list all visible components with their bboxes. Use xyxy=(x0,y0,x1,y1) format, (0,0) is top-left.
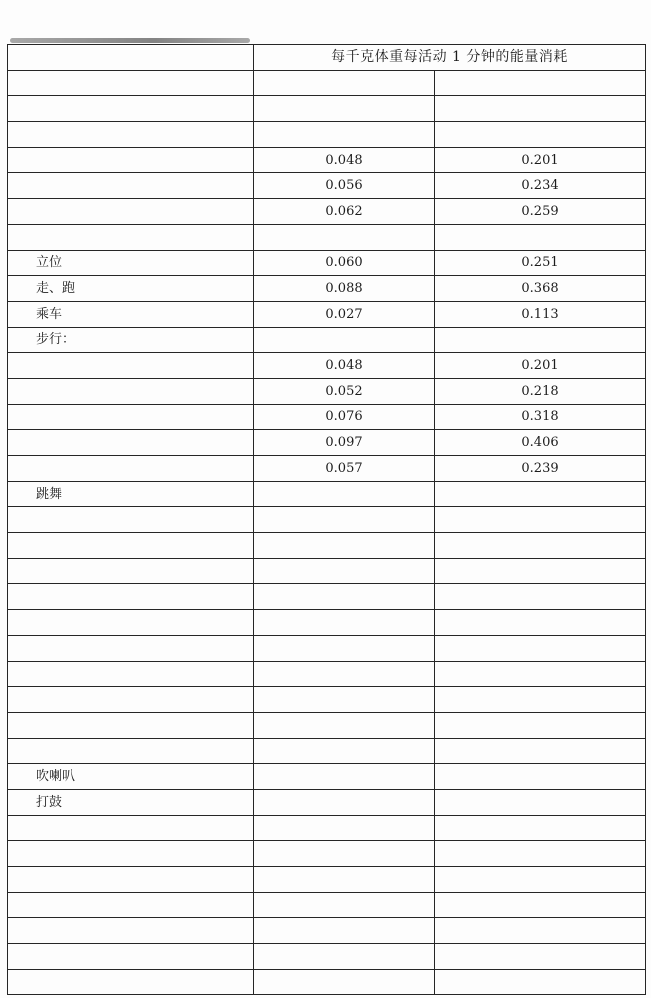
table-row xyxy=(8,70,646,96)
energy-value-1 xyxy=(254,635,435,661)
energy-value-1: 0.048 xyxy=(254,353,435,379)
energy-value-2 xyxy=(435,481,646,507)
table-row xyxy=(8,738,646,764)
table-row xyxy=(8,661,646,687)
header-blank-cell xyxy=(8,45,254,71)
activity-label xyxy=(8,224,254,250)
energy-value-1 xyxy=(254,969,435,995)
energy-value-1 xyxy=(254,789,435,815)
energy-value-1 xyxy=(254,687,435,713)
energy-value-1: 0.057 xyxy=(254,456,435,482)
table-row xyxy=(8,224,646,250)
table-row xyxy=(8,378,646,404)
activity-label xyxy=(8,635,254,661)
energy-table xyxy=(7,44,646,995)
energy-value-2 xyxy=(435,841,646,867)
activity-label: 立位 xyxy=(8,250,254,276)
energy-value-2: 0.406 xyxy=(435,430,646,456)
activity-label xyxy=(8,712,254,738)
table-row xyxy=(8,687,646,713)
activity-label xyxy=(8,584,254,610)
table-header: 每千克体重每活动 1 分钟的能量消耗 xyxy=(254,45,646,71)
energy-value-2 xyxy=(435,815,646,841)
activity-label xyxy=(8,738,254,764)
energy-value-2 xyxy=(435,584,646,610)
energy-value-1 xyxy=(254,892,435,918)
energy-value-2 xyxy=(435,687,646,713)
table-row xyxy=(8,892,646,918)
activity-label: 跳舞 xyxy=(8,481,254,507)
activity-label xyxy=(8,661,254,687)
activity-label xyxy=(8,687,254,713)
energy-value-2: 0.201 xyxy=(435,147,646,173)
energy-value-1 xyxy=(254,327,435,353)
activity-label: 乘车 xyxy=(8,301,254,327)
energy-value-1 xyxy=(254,841,435,867)
energy-value-1 xyxy=(254,944,435,970)
table-row xyxy=(8,533,646,559)
energy-value-2: 0.234 xyxy=(435,173,646,199)
energy-value-2 xyxy=(435,327,646,353)
table-row xyxy=(8,301,646,327)
energy-value-1: 0.097 xyxy=(254,430,435,456)
table-row xyxy=(8,584,646,610)
energy-value-1: 0.076 xyxy=(254,404,435,430)
activity-label xyxy=(8,918,254,944)
activity-label: 步行： xyxy=(8,327,254,353)
table-row xyxy=(8,867,646,893)
energy-value-2: 0.239 xyxy=(435,456,646,482)
activity-label xyxy=(8,610,254,636)
table-header-row xyxy=(8,45,646,71)
activity-label xyxy=(8,96,254,122)
table-body xyxy=(8,70,646,995)
energy-value-2 xyxy=(435,918,646,944)
activity-label xyxy=(8,122,254,148)
energy-value-1: 0.056 xyxy=(254,173,435,199)
table-row xyxy=(8,712,646,738)
energy-value-1 xyxy=(254,558,435,584)
energy-value-2 xyxy=(435,558,646,584)
table-row xyxy=(8,635,646,661)
energy-value-1 xyxy=(254,661,435,687)
activity-label xyxy=(8,841,254,867)
energy-value-2: 0.251 xyxy=(435,250,646,276)
energy-value-1 xyxy=(254,610,435,636)
energy-value-2 xyxy=(435,892,646,918)
table-row xyxy=(8,353,646,379)
table-row xyxy=(8,815,646,841)
energy-value-1 xyxy=(254,96,435,122)
energy-value-1 xyxy=(254,764,435,790)
energy-value-1 xyxy=(254,867,435,893)
activity-label xyxy=(8,147,254,173)
energy-value-1 xyxy=(254,738,435,764)
energy-value-2: 0.201 xyxy=(435,353,646,379)
energy-value-1 xyxy=(254,507,435,533)
energy-value-2 xyxy=(435,507,646,533)
energy-value-1: 0.060 xyxy=(254,250,435,276)
table-row xyxy=(8,918,646,944)
activity-label xyxy=(8,507,254,533)
table-row xyxy=(8,250,646,276)
energy-value-2 xyxy=(435,789,646,815)
activity-label xyxy=(8,969,254,995)
scan-smudge xyxy=(10,38,250,43)
table-row xyxy=(8,507,646,533)
energy-value-1: 0.088 xyxy=(254,276,435,302)
activity-label xyxy=(8,70,254,96)
table-row xyxy=(8,404,646,430)
energy-value-2 xyxy=(435,738,646,764)
energy-value-2: 0.368 xyxy=(435,276,646,302)
table-row xyxy=(8,199,646,225)
energy-value-2 xyxy=(435,70,646,96)
activity-label xyxy=(8,892,254,918)
energy-value-2 xyxy=(435,122,646,148)
energy-value-2: 0.113 xyxy=(435,301,646,327)
energy-value-2 xyxy=(435,533,646,559)
activity-label xyxy=(8,456,254,482)
activity-label xyxy=(8,867,254,893)
activity-label xyxy=(8,404,254,430)
energy-value-2: 0.259 xyxy=(435,199,646,225)
table-row xyxy=(8,764,646,790)
activity-label: 走、跑 xyxy=(8,276,254,302)
activity-label xyxy=(8,815,254,841)
activity-label: 打鼓 xyxy=(8,789,254,815)
activity-label xyxy=(8,199,254,225)
table-row xyxy=(8,481,646,507)
table-row xyxy=(8,944,646,970)
energy-value-2 xyxy=(435,867,646,893)
energy-value-1 xyxy=(254,712,435,738)
energy-value-2 xyxy=(435,712,646,738)
energy-value-2 xyxy=(435,96,646,122)
activity-label xyxy=(8,558,254,584)
energy-value-1 xyxy=(254,70,435,96)
energy-value-1 xyxy=(254,815,435,841)
table-row xyxy=(8,969,646,995)
energy-value-2 xyxy=(435,969,646,995)
table-row xyxy=(8,276,646,302)
energy-value-2 xyxy=(435,944,646,970)
energy-value-2 xyxy=(435,224,646,250)
table-row xyxy=(8,789,646,815)
energy-value-2: 0.218 xyxy=(435,378,646,404)
energy-value-2: 0.318 xyxy=(435,404,646,430)
activity-label xyxy=(8,944,254,970)
table-row xyxy=(8,122,646,148)
energy-value-2 xyxy=(435,764,646,790)
energy-value-1: 0.027 xyxy=(254,301,435,327)
energy-value-1 xyxy=(254,584,435,610)
energy-value-1: 0.048 xyxy=(254,147,435,173)
energy-value-2 xyxy=(435,610,646,636)
activity-label xyxy=(8,173,254,199)
activity-label xyxy=(8,430,254,456)
energy-value-1 xyxy=(254,224,435,250)
table-row xyxy=(8,841,646,867)
table-row xyxy=(8,430,646,456)
energy-value-1 xyxy=(254,122,435,148)
energy-value-2 xyxy=(435,635,646,661)
table-row xyxy=(8,173,646,199)
table-row xyxy=(8,558,646,584)
table-row xyxy=(8,456,646,482)
activity-label xyxy=(8,533,254,559)
table-row xyxy=(8,327,646,353)
activity-label xyxy=(8,378,254,404)
energy-value-1 xyxy=(254,481,435,507)
activity-label xyxy=(8,353,254,379)
table-row xyxy=(8,610,646,636)
energy-value-1: 0.062 xyxy=(254,199,435,225)
table-row xyxy=(8,147,646,173)
table-row xyxy=(8,96,646,122)
energy-value-1: 0.052 xyxy=(254,378,435,404)
energy-value-2 xyxy=(435,661,646,687)
energy-value-1 xyxy=(254,918,435,944)
energy-value-1 xyxy=(254,533,435,559)
activity-label: 吹喇叭 xyxy=(8,764,254,790)
